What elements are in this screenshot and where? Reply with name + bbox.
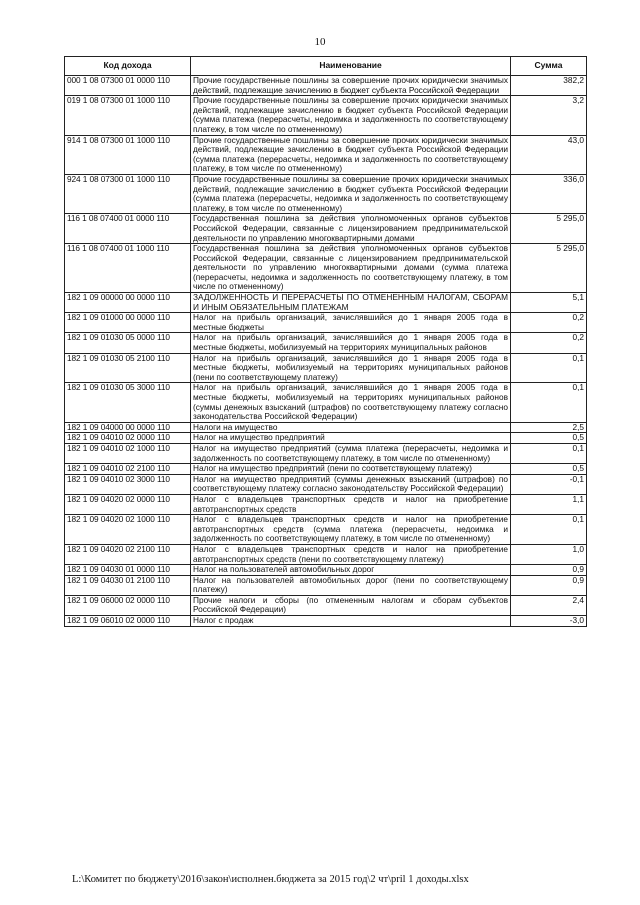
table-row xyxy=(65,383,587,422)
revenue-code-cell: 182 1 09 04030 01 2100 110 xyxy=(65,575,191,595)
table-row xyxy=(65,443,587,463)
revenue-sum-cell: 0,9 xyxy=(511,565,587,576)
revenue-sum-cell: -3,0 xyxy=(511,616,587,627)
table-row xyxy=(65,616,587,627)
revenue-code-cell: 182 1 09 01030 05 2100 110 xyxy=(65,353,191,383)
table-row xyxy=(65,544,587,564)
revenue-code-cell: 924 1 08 07300 01 1000 110 xyxy=(65,174,191,213)
table-row xyxy=(65,575,587,595)
revenue-sum-cell: -0,1 xyxy=(511,474,587,494)
revenue-name-cell: Налог на пользователей автомобильных дорог (пени по соответствующему платежу) xyxy=(191,575,511,595)
revenue-sum-cell: 0,9 xyxy=(511,575,587,595)
table-row xyxy=(65,76,587,96)
revenue-sum-cell: 0,1 xyxy=(511,353,587,383)
revenue-name-cell: Прочие налоги и сборы (по отмененным налогам и сборам субъектов Российской Федерации) xyxy=(191,595,511,615)
column-header-name: Наименование xyxy=(191,57,511,76)
revenue-sum-cell: 0,5 xyxy=(511,464,587,475)
revenue-code-cell: 000 1 08 07300 01 0000 110 xyxy=(65,76,191,96)
revenue-code-cell: 116 1 08 07400 01 0000 110 xyxy=(65,214,191,244)
table-row xyxy=(65,433,587,444)
revenue-code-cell: 182 1 09 04020 02 2100 110 xyxy=(65,544,191,564)
revenue-name-cell: Налог с владельцев транспортных средств и налог на приобретение автотранспортных средств xyxy=(191,494,511,514)
table-row xyxy=(65,494,587,514)
revenue-sum-cell: 336,0 xyxy=(511,174,587,213)
revenue-sum-cell: 0,1 xyxy=(511,443,587,463)
revenue-name-cell: Налог на прибыль организаций, зачислявшийся до 1 января 2005 года в местные бюджеты xyxy=(191,313,511,333)
revenue-code-cell: 116 1 08 07400 01 1000 110 xyxy=(65,244,191,293)
revenue-name-cell: ЗАДОЛЖЕННОСТЬ И ПЕРЕРАСЧЕТЫ ПО ОТМЕНЕННЫМ НАЛОГАМ, СБОРАМ И ИНЫМ ОБЯЗАТЕЛЬНЫМ ПЛАТЕЖАМ xyxy=(191,293,511,313)
table-row xyxy=(65,464,587,475)
revenue-name-cell: Налог на прибыль организаций, зачислявшийся до 1 января 2005 года в местные бюджеты, мобилизуемый на территориях муниципальных районов xyxy=(191,333,511,353)
table-row xyxy=(65,422,587,433)
revenue-name-cell: Налог на имущество предприятий (сумма платежа (перерасчеты, недоимка и задолженность по соответствующему платежу, в том числе по отмененному) xyxy=(191,443,511,463)
revenue-code-cell: 019 1 08 07300 01 1000 110 xyxy=(65,96,191,135)
revenue-sum-cell: 3,2 xyxy=(511,96,587,135)
table-row xyxy=(65,474,587,494)
revenue-name-cell: Государственная пошлина за действия уполномоченных органов субъектов Российской Федерации, связанные с лицензированием предпринимательской деятельности по управлению многоквартирными домами xyxy=(191,214,511,244)
revenue-sum-cell: 0,1 xyxy=(511,515,587,545)
revenue-name-cell: Налог на имущество предприятий (пени по соответствующему платежу) xyxy=(191,464,511,475)
column-header-sum: Сумма xyxy=(511,57,587,76)
revenue-code-cell: 182 1 09 04010 02 2100 110 xyxy=(65,464,191,475)
revenue-code-cell: 182 1 09 01030 05 3000 110 xyxy=(65,383,191,422)
revenue-sum-cell: 0,2 xyxy=(511,333,587,353)
revenue-name-cell: Налоги на имущество xyxy=(191,422,511,433)
revenue-name-cell: Налог на прибыль организаций, зачислявшийся до 1 января 2005 года в местные бюджеты, мобилизуемый на территориях муниципальных районов (пени по соответствующему платежу) xyxy=(191,353,511,383)
table-row xyxy=(65,244,587,293)
revenue-name-cell: Прочие государственные пошлины за совершение прочих юридически значимых действий, подлежащие зачислению в бюджет субъекта Российской Федерации (сумма платежа (перерасчеты, недоимка и задолженность по соответствующему платежу, в том числе по отмененному) xyxy=(191,96,511,135)
revenue-name-cell: Налог на имущество предприятий xyxy=(191,433,511,444)
page-number: 10 xyxy=(314,36,326,48)
file-path-footer: L:\Комитет по бюджету\2016\закон\исполнен.бюджета за 2015 год\2 чт\pril 1 доходы.xlsx xyxy=(72,874,469,885)
revenue-name-cell: Налог на имущество предприятий (суммы денежных взысканий (штрафов) по соответствующему платежу согласно законодательству Российской Федерации) xyxy=(191,474,511,494)
revenue-sum-cell: 0,2 xyxy=(511,313,587,333)
table-row xyxy=(65,293,587,313)
revenue-code-cell: 182 1 09 04010 02 3000 110 xyxy=(65,474,191,494)
revenue-code-cell: 182 1 09 06010 02 0000 110 xyxy=(65,616,191,627)
table-row xyxy=(65,96,587,135)
revenue-code-cell: 182 1 09 04010 02 0000 110 xyxy=(65,433,191,444)
revenue-code-cell: 914 1 08 07300 01 1000 110 xyxy=(65,135,191,174)
revenue-name-cell: Налог на прибыль организаций, зачислявшийся до 1 января 2005 года в местные бюджеты, мобилизуемый на территориях муниципальных районов (суммы денежных взысканий (штрафов) по соответствующему платежу согласно законодательства Российской Федерации) xyxy=(191,383,511,422)
revenue-code-cell: 182 1 09 00000 00 0000 110 xyxy=(65,293,191,313)
revenue-code-cell: 182 1 09 06000 02 0000 110 xyxy=(65,595,191,615)
revenue-code-cell: 182 1 09 04020 02 0000 110 xyxy=(65,494,191,514)
revenue-name-cell: Прочие государственные пошлины за совершение прочих юридически значимых действий, подлежащие зачислению в бюджет субъекта Российской Федерации xyxy=(191,76,511,96)
revenue-sum-cell: 1,1 xyxy=(511,494,587,514)
table-row xyxy=(65,214,587,244)
revenue-sum-cell: 2,4 xyxy=(511,595,587,615)
revenue-sum-cell: 5 295,0 xyxy=(511,244,587,293)
revenue-sum-cell: 382,2 xyxy=(511,76,587,96)
revenue-sum-cell: 2,5 xyxy=(511,422,587,433)
revenue-sum-cell: 0,5 xyxy=(511,433,587,444)
revenue-code-cell: 182 1 09 04030 01 0000 110 xyxy=(65,565,191,576)
revenue-name-cell: Налог на пользователей автомобильных дорог xyxy=(191,565,511,576)
table-row xyxy=(65,353,587,383)
revenue-name-cell: Прочие государственные пошлины за совершение прочих юридически значимых действий, подлежащие зачислению в бюджет субъекта Российской Федерации (сумма платежа (перерасчеты, недоимка и задолженность по соответствующему платежу, в том числе по отмененному) xyxy=(191,135,511,174)
revenue-sum-cell: 5,1 xyxy=(511,293,587,313)
table-row xyxy=(65,515,587,545)
revenue-name-cell: Налог с продаж xyxy=(191,616,511,627)
revenue-code-cell: 182 1 09 04010 02 1000 110 xyxy=(65,443,191,463)
revenue-sum-cell: 5 295,0 xyxy=(511,214,587,244)
revenue-name-cell: Налог с владельцев транспортных средств и налог на приобретение автотранспортных средств (пени по соответствующему платежу) xyxy=(191,544,511,564)
revenue-sum-cell: 1,0 xyxy=(511,544,587,564)
revenue-name-cell: Прочие государственные пошлины за совершение прочих юридически значимых действий, подлежащие зачислению в бюджет субъекта Российской Федерации (сумма платежа (перерасчеты, недоимка и задолженность по соответствующему платежу, в том числе по отмененному) xyxy=(191,174,511,213)
revenue-code-cell: 182 1 09 04020 02 1000 110 xyxy=(65,515,191,545)
table-row xyxy=(65,174,587,213)
table-row xyxy=(65,313,587,333)
revenue-code-cell: 182 1 09 04000 00 0000 110 xyxy=(65,422,191,433)
revenue-sum-cell: 0,1 xyxy=(511,383,587,422)
revenue-name-cell: Налог с владельцев транспортных средств и налог на приобретение автотранспортных средств (сумма платежа (перерасчеты, недоимка и задолженность по соответствующему платежу, в том числе по отмененному) xyxy=(191,515,511,545)
table-header-row xyxy=(65,57,587,76)
revenue-table xyxy=(64,56,587,627)
revenue-sum-cell: 43,0 xyxy=(511,135,587,174)
table-row xyxy=(65,595,587,615)
column-header-code: Код дохода xyxy=(65,57,191,76)
revenue-code-cell: 182 1 09 01000 00 0000 110 xyxy=(65,313,191,333)
table-row xyxy=(65,565,587,576)
revenue-code-cell: 182 1 09 01030 05 0000 110 xyxy=(65,333,191,353)
table-row xyxy=(65,135,587,174)
revenue-name-cell: Государственная пошлина за действия уполномоченных органов субъектов Российской Федерации, связанные с лицензированием предпринимательской деятельности по управлению многоквартирными домами (сумма платежа (перерасчеты, недоимка и задолженность по соответствующему платежу, в том числе по отмененному) xyxy=(191,244,511,293)
table-row xyxy=(65,333,587,353)
